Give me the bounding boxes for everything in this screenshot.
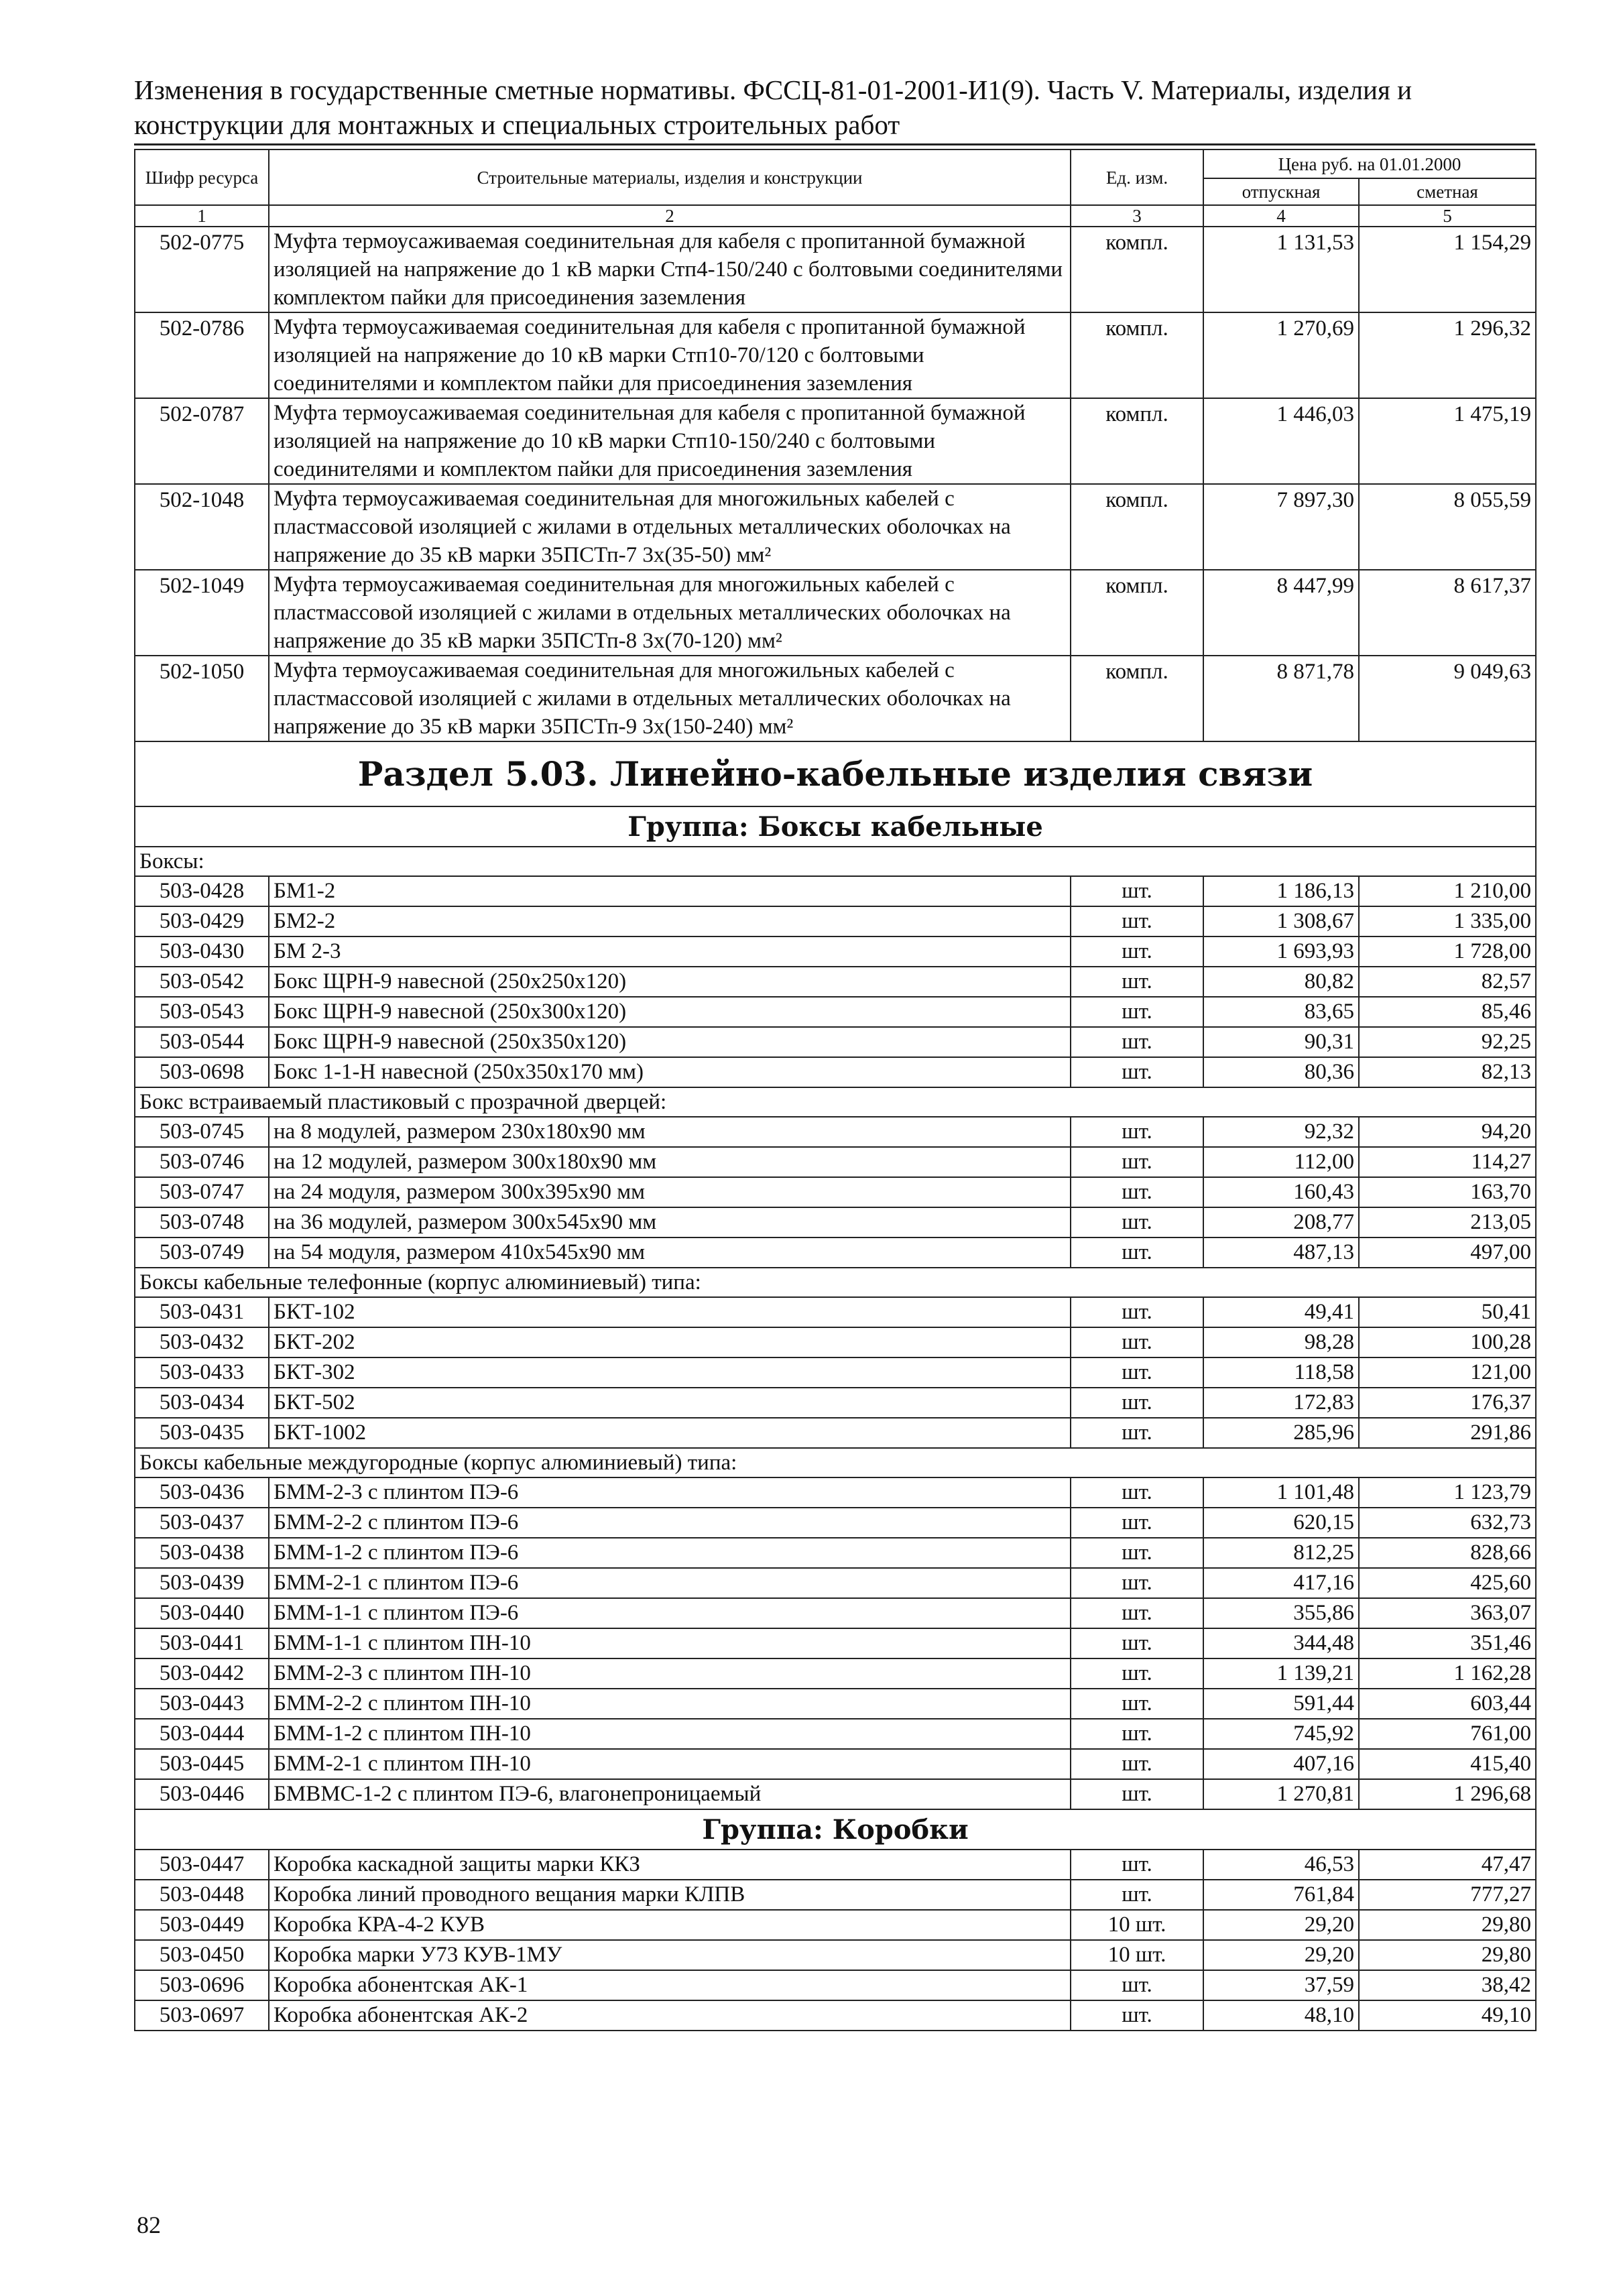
price-estimate: 8 617,37 [1359, 570, 1536, 656]
resource-code: 503-0445 [135, 1749, 269, 1779]
table-row [135, 1568, 1536, 1598]
table-row [135, 997, 1536, 1027]
rows-intercity [135, 1477, 1536, 1809]
price-release: 49,41 [1203, 1297, 1359, 1327]
price-estimate: 1 728,00 [1359, 936, 1536, 967]
price-release: 29,20 [1203, 1940, 1359, 1970]
item-name: Бокс ЩРН-9 навесной (250х300х120) [269, 997, 1071, 1027]
table-row [135, 484, 1536, 570]
rows-top [135, 227, 1536, 741]
price-estimate: 176,37 [1359, 1388, 1536, 1418]
price-release: 285,96 [1203, 1418, 1359, 1448]
unit-of-measure: шт. [1071, 1749, 1203, 1779]
header-rule [134, 143, 1535, 145]
item-name: БМ2-2 [269, 906, 1071, 936]
item-name: БММ-2-3 с плинтом ПН-10 [269, 1658, 1071, 1689]
unit-of-measure: шт. [1071, 1357, 1203, 1388]
price-estimate: 49,10 [1359, 2000, 1536, 2031]
resource-code: 503-0444 [135, 1719, 269, 1749]
col-header-code: Шифр ресурса [135, 149, 269, 205]
item-name: БММ-2-1 с плинтом ПЭ-6 [269, 1568, 1071, 1598]
unit-of-measure: 10 шт. [1071, 1940, 1203, 1970]
table-row [135, 1598, 1536, 1628]
price-release: 487,13 [1203, 1237, 1359, 1268]
price-release: 355,86 [1203, 1598, 1359, 1628]
price-release: 80,36 [1203, 1057, 1359, 1087]
table-row [135, 1177, 1536, 1207]
price-release: 80,82 [1203, 967, 1359, 997]
price-estimate: 425,60 [1359, 1568, 1536, 1598]
price-estimate: 82,13 [1359, 1057, 1536, 1087]
item-name: на 8 модулей, размером 230х180х90 мм [269, 1117, 1071, 1147]
unit-of-measure: компл. [1071, 312, 1203, 398]
price-release: 620,15 [1203, 1508, 1359, 1538]
unit-of-measure: шт. [1071, 936, 1203, 967]
price-release: 344,48 [1203, 1628, 1359, 1658]
item-name: БММ-2-3 с плинтом ПЭ-6 [269, 1477, 1071, 1508]
price-release: 1 308,67 [1203, 906, 1359, 936]
item-name: БММ-1-1 с плинтом ПЭ-6 [269, 1598, 1071, 1628]
price-release: 745,92 [1203, 1719, 1359, 1749]
price-release: 83,65 [1203, 997, 1359, 1027]
col-number-2: 2 [269, 205, 1071, 227]
rows-boxes [135, 876, 1536, 1087]
resource-code: 503-0698 [135, 1057, 269, 1087]
price-estimate: 1 162,28 [1359, 1658, 1536, 1689]
unit-of-measure: компл. [1071, 398, 1203, 484]
price-estimate: 85,46 [1359, 997, 1536, 1027]
price-release: 118,58 [1203, 1357, 1359, 1388]
unit-of-measure: шт. [1071, 1658, 1203, 1689]
item-name: Коробка КРА-4-2 КУВ [269, 1910, 1071, 1940]
price-release: 160,43 [1203, 1177, 1359, 1207]
price-estimate: 163,70 [1359, 1177, 1536, 1207]
unit-of-measure: шт. [1071, 2000, 1203, 2031]
section-title: Раздел 5.03. Линейно-кабельные изделия связи [135, 741, 1536, 806]
resource-code: 503-0435 [135, 1418, 269, 1448]
price-release: 48,10 [1203, 2000, 1359, 2031]
unit-of-measure: шт. [1071, 1388, 1203, 1418]
resource-code: 503-0437 [135, 1508, 269, 1538]
unit-of-measure: шт. [1071, 1297, 1203, 1327]
unit-of-measure: шт. [1071, 1598, 1203, 1628]
price-estimate: 38,42 [1359, 1970, 1536, 2000]
price-estimate: 1 296,32 [1359, 312, 1536, 398]
table-row [135, 1850, 1536, 1880]
item-name: БКТ-502 [269, 1388, 1071, 1418]
item-name: Муфта термоусаживаемая соединительная для многожильных кабелей с пластмассовой изоляцией с жилами в отдельных металлических оболочках на напряжение до 35 кВ марки 35ПСТп-7 3х(35-50) мм² [269, 484, 1071, 570]
unit-of-measure: шт. [1071, 1477, 1203, 1508]
item-name: на 36 модулей, размером 300х545х90 мм [269, 1207, 1071, 1237]
unit-of-measure: шт. [1071, 1418, 1203, 1448]
header-line-2: конструкции для монтажных и специальных строительных работ [134, 109, 900, 140]
price-estimate: 1 154,29 [1359, 227, 1536, 312]
resource-code: 503-0449 [135, 1910, 269, 1940]
price-release: 208,77 [1203, 1207, 1359, 1237]
price-release: 1 101,48 [1203, 1477, 1359, 1508]
table-row [135, 1658, 1536, 1689]
item-name: Коробка каскадной защиты марки ККЗ [269, 1850, 1071, 1880]
unit-of-measure: шт. [1071, 1689, 1203, 1719]
price-estimate: 92,25 [1359, 1027, 1536, 1057]
price-release: 8 871,78 [1203, 656, 1359, 741]
item-name: Коробка марки У73 КУВ-1МУ [269, 1940, 1071, 1970]
price-release: 812,25 [1203, 1538, 1359, 1568]
resource-code: 503-0746 [135, 1147, 269, 1177]
price-release: 1 139,21 [1203, 1658, 1359, 1689]
table-row [135, 1297, 1536, 1327]
item-name: БКТ-102 [269, 1297, 1071, 1327]
item-name: БММ-2-2 с плинтом ПЭ-6 [269, 1508, 1071, 1538]
resource-code: 503-0697 [135, 2000, 269, 2031]
unit-of-measure: шт. [1071, 1027, 1203, 1057]
resource-code: 503-0450 [135, 1940, 269, 1970]
price-table [134, 149, 1537, 2031]
col-header-unit: Ед. изм. [1071, 149, 1203, 205]
table-row [135, 1970, 1536, 2000]
price-estimate: 82,57 [1359, 967, 1536, 997]
price-estimate: 213,05 [1359, 1207, 1536, 1237]
price-estimate: 1 210,00 [1359, 876, 1536, 906]
resource-code: 503-0749 [135, 1237, 269, 1268]
price-estimate: 8 055,59 [1359, 484, 1536, 570]
item-name: Коробка линий проводного вещания марки КЛПВ [269, 1880, 1071, 1910]
unit-of-measure: шт. [1071, 1508, 1203, 1538]
table-row [135, 1117, 1536, 1147]
table-row [135, 1538, 1536, 1568]
resource-code: 503-0745 [135, 1117, 269, 1147]
table-row [135, 312, 1536, 398]
item-name: БММ-1-1 с плинтом ПН-10 [269, 1628, 1071, 1658]
col-number-1: 1 [135, 205, 269, 227]
table-row [135, 1689, 1536, 1719]
col-header-name: Строительные материалы, изделия и конструкции [269, 149, 1071, 205]
table-row [135, 1027, 1536, 1057]
resource-code: 503-0431 [135, 1297, 269, 1327]
unit-of-measure: шт. [1071, 1568, 1203, 1598]
rows-phone [135, 1297, 1536, 1448]
resource-code: 503-0443 [135, 1689, 269, 1719]
table-row [135, 1207, 1536, 1237]
unit-of-measure: компл. [1071, 227, 1203, 312]
price-estimate: 9 049,63 [1359, 656, 1536, 741]
price-estimate: 1 475,19 [1359, 398, 1536, 484]
table-row [135, 227, 1536, 312]
item-name: на 12 модулей, размером 300х180х90 мм [269, 1147, 1071, 1177]
table-row [135, 1357, 1536, 1388]
resource-code: 503-0428 [135, 876, 269, 906]
unit-of-measure: компл. [1071, 570, 1203, 656]
price-estimate: 497,00 [1359, 1237, 1536, 1268]
page-number: 82 [137, 2212, 161, 2238]
item-name: БММ-1-2 с плинтом ПЭ-6 [269, 1538, 1071, 1568]
price-release: 1 270,69 [1203, 312, 1359, 398]
resource-code: 503-0446 [135, 1779, 269, 1809]
col-header-price-estimate: сметная [1359, 178, 1536, 205]
price-release: 8 447,99 [1203, 570, 1359, 656]
unit-of-measure: шт. [1071, 1850, 1203, 1880]
resource-code: 503-0448 [135, 1880, 269, 1910]
price-release: 46,53 [1203, 1850, 1359, 1880]
unit-of-measure: компл. [1071, 484, 1203, 570]
price-estimate: 363,07 [1359, 1598, 1536, 1628]
table-row [135, 1719, 1536, 1749]
resource-code: 502-1049 [135, 570, 269, 656]
resource-code: 503-0432 [135, 1327, 269, 1357]
resource-code: 503-0430 [135, 936, 269, 967]
price-estimate: 47,47 [1359, 1850, 1536, 1880]
item-name: Муфта термоусаживаемая соединительная для кабеля с пропитанной бумажной изоляцией на напряжение до 10 кВ марки Стп10-70/120 с болтовыми соединителями и комплектом пайки для присоединения заземления [269, 312, 1071, 398]
price-estimate: 121,00 [1359, 1357, 1536, 1388]
group-title-korobki: Группа: Коробки [135, 1809, 1536, 1850]
price-estimate: 777,27 [1359, 1880, 1536, 1910]
resource-code: 503-0436 [135, 1477, 269, 1508]
table-row [135, 2000, 1536, 2031]
unit-of-measure: компл. [1071, 656, 1203, 741]
price-release: 407,16 [1203, 1749, 1359, 1779]
price-estimate: 291,86 [1359, 1418, 1536, 1448]
col-number-4: 4 [1203, 205, 1359, 227]
price-release: 1 131,53 [1203, 227, 1359, 312]
resource-code: 502-0786 [135, 312, 269, 398]
price-release: 98,28 [1203, 1327, 1359, 1357]
price-estimate: 632,73 [1359, 1508, 1536, 1538]
resource-code: 503-0433 [135, 1357, 269, 1388]
resource-code: 503-0441 [135, 1628, 269, 1658]
header-line-1: Изменения в государственные сметные нормативы. ФССЦ-81-01-2001-И1(9). Часть V. Материалы, изделия и [134, 74, 1412, 105]
table-row [135, 1388, 1536, 1418]
item-name: БММ-2-2 с плинтом ПН-10 [269, 1689, 1071, 1719]
price-release: 7 897,30 [1203, 484, 1359, 570]
table-row [135, 1508, 1536, 1538]
table-row [135, 936, 1536, 967]
table-row [135, 1779, 1536, 1809]
table-row [135, 1477, 1536, 1508]
price-estimate: 828,66 [1359, 1538, 1536, 1568]
price-estimate: 100,28 [1359, 1327, 1536, 1357]
price-release: 92,32 [1203, 1117, 1359, 1147]
table-row [135, 570, 1536, 656]
unit-of-measure: шт. [1071, 1207, 1203, 1237]
resource-code: 503-0543 [135, 997, 269, 1027]
unit-of-measure: шт. [1071, 997, 1203, 1027]
table-row [135, 656, 1536, 741]
resource-code: 502-0775 [135, 227, 269, 312]
table-row [135, 1237, 1536, 1268]
price-release: 1 270,81 [1203, 1779, 1359, 1809]
resource-code: 503-0440 [135, 1598, 269, 1628]
item-name: БМ 2-3 [269, 936, 1071, 967]
price-release: 29,20 [1203, 1910, 1359, 1940]
subheader-builtin: Бокс встраиваемый пластиковый с прозрачной дверцей: [135, 1087, 1536, 1117]
price-estimate: 29,80 [1359, 1910, 1536, 1940]
resource-code: 503-0544 [135, 1027, 269, 1057]
unit-of-measure: шт. [1071, 1057, 1203, 1087]
unit-of-measure: шт. [1071, 1177, 1203, 1207]
item-name: БМВМС-1-2 с плинтом ПЭ-6, влагонепроницаемый [269, 1779, 1071, 1809]
item-name: БМ1-2 [269, 876, 1071, 906]
unit-of-measure: шт. [1071, 906, 1203, 936]
table-row [135, 1940, 1536, 1970]
unit-of-measure: шт. [1071, 1327, 1203, 1357]
item-name: на 24 модуля, размером 300х395х90 мм [269, 1177, 1071, 1207]
item-name: Коробка абонентская АК-1 [269, 1970, 1071, 2000]
price-release: 591,44 [1203, 1689, 1359, 1719]
table-row [135, 1749, 1536, 1779]
item-name: БКТ-302 [269, 1357, 1071, 1388]
price-estimate: 415,40 [1359, 1749, 1536, 1779]
page-header [134, 72, 1528, 142]
item-name: Муфта термоусаживаемая соединительная для многожильных кабелей с пластмассовой изоляцией с жилами в отдельных металлических оболочках на напряжение до 35 кВ марки 35ПСТп-8 3х(70-120) мм² [269, 570, 1071, 656]
item-name: Муфта термоусаживаемая соединительная для кабеля с пропитанной бумажной изоляцией на напряжение до 1 кВ марки Стп4-150/240 с болтовыми соединителями комплектом пайки для присоединения заземления [269, 227, 1071, 312]
unit-of-measure: шт. [1071, 1117, 1203, 1147]
table-row [135, 1327, 1536, 1357]
resource-code: 503-0696 [135, 1970, 269, 2000]
table-row [135, 398, 1536, 484]
item-name: БКТ-1002 [269, 1418, 1071, 1448]
resource-code: 502-1050 [135, 656, 269, 741]
resource-code: 503-0542 [135, 967, 269, 997]
price-release: 417,16 [1203, 1568, 1359, 1598]
price-release: 90,31 [1203, 1027, 1359, 1057]
unit-of-measure: шт. [1071, 1970, 1203, 2000]
price-estimate: 351,46 [1359, 1628, 1536, 1658]
item-name: Коробка абонентская АК-2 [269, 2000, 1071, 2031]
price-estimate: 1 123,79 [1359, 1477, 1536, 1508]
table-row [135, 1880, 1536, 1910]
resource-code: 502-0787 [135, 398, 269, 484]
price-release: 1 693,93 [1203, 936, 1359, 967]
table-row [135, 876, 1536, 906]
price-estimate: 114,27 [1359, 1147, 1536, 1177]
col-number-3: 3 [1071, 205, 1203, 227]
price-release: 37,59 [1203, 1970, 1359, 2000]
resource-code: 503-0747 [135, 1177, 269, 1207]
unit-of-measure: шт. [1071, 1779, 1203, 1809]
item-name: на 54 модуля, размером 410х545х90 мм [269, 1237, 1071, 1268]
item-name: Муфта термоусаживаемая соединительная для многожильных кабелей с пластмассовой изоляцией с жилами в отдельных металлических оболочках на напряжение до 35 кВ марки 35ПСТп-9 3х(150-240) мм² [269, 656, 1071, 741]
unit-of-measure: шт. [1071, 876, 1203, 906]
subheader-boxes: Боксы: [135, 847, 1536, 876]
col-number-5: 5 [1359, 205, 1536, 227]
price-release: 1 446,03 [1203, 398, 1359, 484]
unit-of-measure: шт. [1071, 967, 1203, 997]
resource-code: 502-1048 [135, 484, 269, 570]
rows-builtin [135, 1117, 1536, 1268]
price-release: 172,83 [1203, 1388, 1359, 1418]
unit-of-measure: шт. [1071, 1538, 1203, 1568]
unit-of-measure: шт. [1071, 1719, 1203, 1749]
unit-of-measure: шт. [1071, 1880, 1203, 1910]
price-estimate: 29,80 [1359, 1940, 1536, 1970]
price-estimate: 50,41 [1359, 1297, 1536, 1327]
table-row [135, 1910, 1536, 1940]
group-title-boxes: Группа: Боксы кабельные [135, 806, 1536, 847]
price-estimate: 603,44 [1359, 1689, 1536, 1719]
col-header-price-group: Цена руб. на 01.01.2000 [1203, 149, 1536, 178]
resource-code: 503-0429 [135, 906, 269, 936]
table-row [135, 906, 1536, 936]
col-header-price-release: отпускная [1203, 178, 1359, 205]
rows-korobki [135, 1850, 1536, 2031]
item-name: Бокс ЩРН-9 навесной (250х350х120) [269, 1027, 1071, 1057]
price-estimate: 94,20 [1359, 1117, 1536, 1147]
price-estimate: 1 296,68 [1359, 1779, 1536, 1809]
item-name: БКТ-202 [269, 1327, 1071, 1357]
section-5-03 [135, 741, 1536, 876]
table-row [135, 1057, 1536, 1087]
table-row [135, 1628, 1536, 1658]
subheader-intercity: Боксы кабельные междугородные (корпус алюминиевый) типа: [135, 1448, 1536, 1477]
resource-code: 503-0434 [135, 1388, 269, 1418]
resource-code: 503-0438 [135, 1538, 269, 1568]
item-name: БММ-1-2 с плинтом ПН-10 [269, 1719, 1071, 1749]
table-row [135, 1418, 1536, 1448]
price-estimate: 1 335,00 [1359, 906, 1536, 936]
table-row [135, 1147, 1536, 1177]
resource-code: 503-0748 [135, 1207, 269, 1237]
unit-of-measure: шт. [1071, 1628, 1203, 1658]
resource-code: 503-0442 [135, 1658, 269, 1689]
price-release: 1 186,13 [1203, 876, 1359, 906]
unit-of-measure: шт. [1071, 1237, 1203, 1268]
price-release: 112,00 [1203, 1147, 1359, 1177]
item-name: БММ-2-1 с плинтом ПН-10 [269, 1749, 1071, 1779]
price-release: 761,84 [1203, 1880, 1359, 1910]
table-row [135, 967, 1536, 997]
resource-code: 503-0447 [135, 1850, 269, 1880]
price-estimate: 761,00 [1359, 1719, 1536, 1749]
resource-code: 503-0439 [135, 1568, 269, 1598]
item-name: Бокс ЩРН-9 навесной (250х250х120) [269, 967, 1071, 997]
unit-of-measure: шт. [1071, 1147, 1203, 1177]
item-name: Бокс 1-1-Н навесной (250х350х170 мм) [269, 1057, 1071, 1087]
unit-of-measure: 10 шт. [1071, 1910, 1203, 1940]
item-name: Муфта термоусаживаемая соединительная для кабеля с пропитанной бумажной изоляцией на напряжение до 10 кВ марки Стп10-150/240 с болтовыми соединителями и комплектом пайки для присоединения заземления [269, 398, 1071, 484]
subheader-phone: Боксы кабельные телефонные (корпус алюминиевый) типа: [135, 1268, 1536, 1297]
